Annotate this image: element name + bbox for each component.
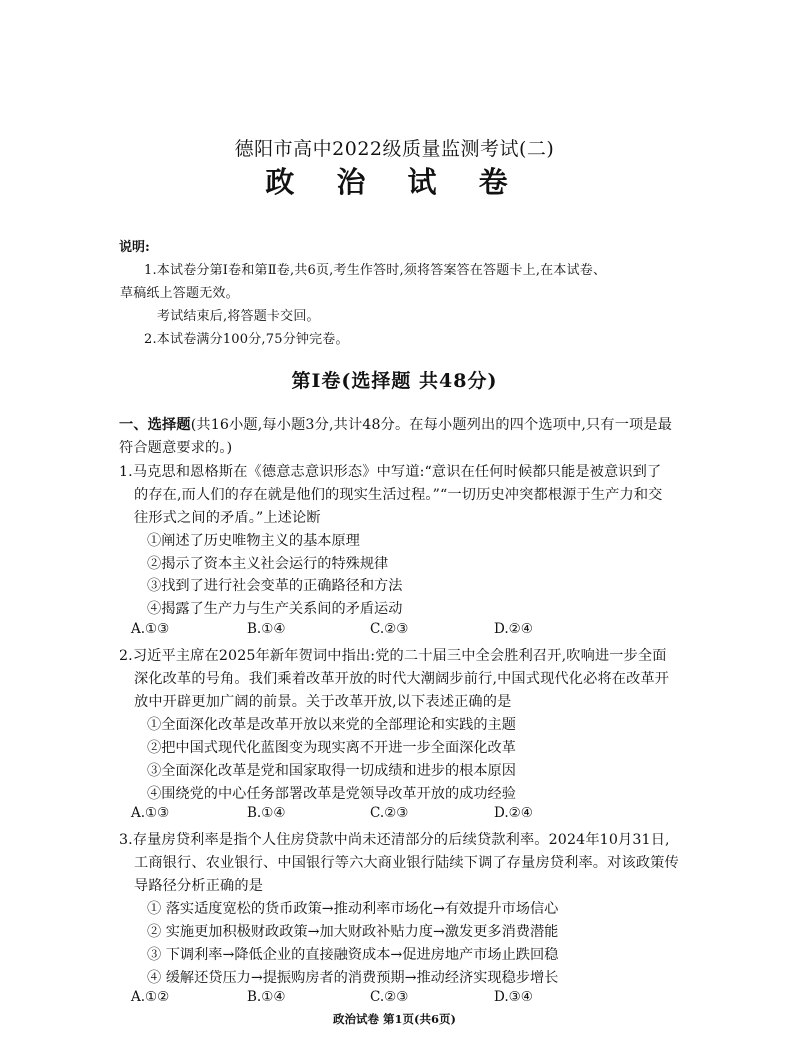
statement-option: ③全面深化改革是党和国家取得一切成绩和进步的根本原因 (147, 763, 516, 779)
choice-a: A.①③ (131, 805, 170, 821)
statement-option: ④ 缓解还贷压力→提振购房者的消费预期→推动经济实现稳步增长 (147, 970, 559, 986)
choice-d: D.②④ (494, 805, 533, 821)
statement-option: ③ 下调利率→降低企业的直接融资成本→促进房地产市场止跌回稳 (147, 947, 559, 963)
statement-option: ② 实施更加积极财政政策→加大财政补贴力度→激发更多消费潜能 (147, 924, 559, 940)
question-stem: 2.习近平主席在2025年新年贺词中指出:党的二十届三中全会胜利召开,吹响进一步全面 (119, 648, 667, 664)
question-stem: 深化改革的号角。我们乘着改革开放的时代大潮阔步前行,中国式现代化必将在改革开 (134, 671, 670, 687)
statement-option: ③找到了进行社会变革的正确路径和方法 (147, 578, 403, 594)
instruction-text: 符合题意要求的。) (119, 440, 233, 456)
question-stem: 导路径分析正确的是 (134, 878, 264, 894)
question-stem: 往形式之间的矛盾。”上述论断 (134, 510, 321, 526)
choice-b: B.①④ (247, 621, 286, 637)
section-title: 第Ⅰ卷(选择题 共48分) (291, 370, 498, 392)
choice-b: B.①④ (247, 805, 286, 821)
choice-c: C.②③ (370, 621, 409, 637)
page-footer: 政治试卷 第1页(共6页) (333, 1012, 456, 1026)
choice-c: C.②③ (370, 989, 409, 1005)
question-stem: 工商银行、农业银行、中国银行等六大商业银行陆续下调了存量房贷利率。对该政策传 (134, 855, 679, 871)
statement-option: ④揭露了生产力与生产关系间的矛盾运动 (147, 601, 403, 617)
notes-line: 2.本试卷满分100分,75分钟完卷。 (144, 332, 349, 347)
choice-c: C.②③ (370, 805, 409, 821)
statement-option: ④围绕党的中心任务部署改革是党领导改革开放的成功经验 (147, 786, 516, 802)
notes-line: 1.本试卷分第Ⅰ卷和第Ⅱ卷,共6页,考生作答时,须将答案答在答题卡上,在本试卷、 (144, 263, 607, 278)
choice-d: D.②④ (494, 621, 533, 637)
instruction-text: (共16小题,每小题3分,共计48分。在每小题列出的四个选项中,只有一项是最 (190, 417, 673, 433)
question-stem: 的存在,而人们的存在就是他们的现实生活过程。”“一切历史冲突都根源于生产力和交 (134, 487, 663, 503)
question-stem: 3.存量房贷利率是指个人住房贷款中尚未还清部分的后续贷款利率。2024年10月31日, (119, 832, 670, 848)
exam-title: 德阳市高中2022级质量监测考试(二) (234, 138, 555, 160)
statement-option: ① 落实适度宽松的货币政策→推动利率市场化→有效提升市场信心 (147, 901, 559, 917)
subject-title: 政 治 试 卷 (265, 165, 524, 199)
statement-option: ①全面深化改革是改革开放以来党的全部理论和实践的主题 (147, 717, 516, 733)
section-instruction (119, 414, 672, 434)
notes-line: 草稿纸上答题无效。 (120, 286, 239, 301)
instruction-lead: 一、选择题 (119, 417, 191, 433)
statement-option: ②把中国式现代化蓝图变为现实离不开进一步全面深化改革 (147, 740, 516, 756)
choice-d: D.③④ (494, 989, 533, 1005)
statement-option: ②揭示了资本主义社会运行的特殊规律 (147, 556, 389, 572)
choice-b: B.①④ (247, 989, 286, 1005)
question-stem: 放中开辟更加广阔的前景。关于改革开放,以下表述正确的是 (134, 694, 512, 710)
statement-option: ①阐述了历史唯物主义的基本原理 (147, 533, 360, 549)
choice-a: A.①③ (131, 621, 170, 637)
notes-heading: 说明: (119, 240, 150, 255)
choice-a: A.①② (131, 989, 170, 1005)
question-stem: 1.马克思和恩格斯在《德意志意识形态》中写道:“意识在任何时候都只能是被意识到了 (119, 464, 662, 480)
notes-line: 考试结束后,将答题卡交回。 (157, 309, 320, 324)
